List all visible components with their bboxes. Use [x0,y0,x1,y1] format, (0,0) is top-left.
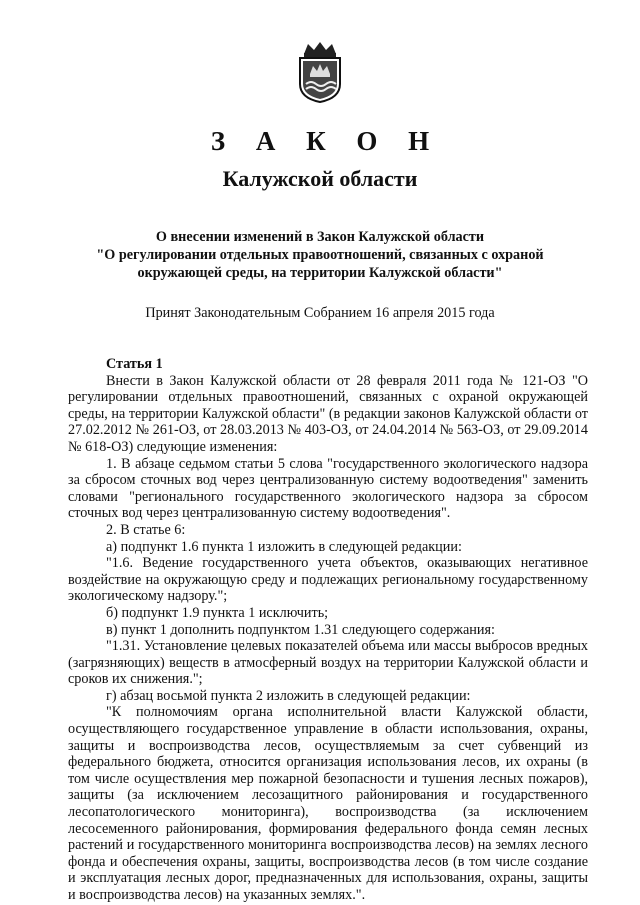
kaluga-coat-of-arms-icon [294,40,346,104]
article-body [68,356,588,904]
article-paragraph: 2. В статье 6: [106,521,186,538]
article-paragraph: а) подпункт 1.6 пункта 1 изложить в следующей редакции: [106,538,462,555]
article-paragraph: б) подпункт 1.9 пункта 1 исключить; [106,604,329,621]
article-paragraph: "К полномочиям органа исполнительной власти Калужской области, осуществляющего государственное управление в области использования, охраны, защиты и воспроизводства лесов, осуществляемым за счет субвенций из федерального бюджета, относится организация использования лесов, их охраны (в том числе осуществления мер пожарной безопасности и тушения лесных пожаров), защиты (за исключением лесозащитного районирования и государственного лесопатологического мониторинга), воспроизводства (за исключением лесосеменного районирования, формирования федерального фонда семян лесных растений и государственного мониторинга воспроизводства лесов) на землях лесного фонда и обеспечения охраны, защиты, воспроизводства лесов (в том числе создание и эксплуатация лесных дорог, предназначенных для использования, охраны, защиты и воспроизводства лесов) на указанных землях.". [68,704,588,903]
article-paragraph: г) абзац восьмой пункта 2 изложить в следующей редакции: [106,687,471,704]
article-heading: Статья 1 [106,356,163,372]
article-paragraph: в) пункт 1 дополнить подпунктом 1.31 следующего содержания: [106,621,495,638]
subject-line: окружающей среды, на территории Калужской области" [137,265,503,281]
document-title: З А К О Н [210,126,442,156]
subject-line: "О регулировании отдельных правоотношений, связанных с охраной [96,247,544,263]
document-region: Калужской области [222,166,418,191]
article-paragraph: Внести в Закон Калужской области от 28 февраля 2011 года № 121-ОЗ "О регулировании отдельных правоотношений, связанных с охраной окружающей среды, на территории Калужской области" (в редакции законов Калужской области от 27.02.2012 № 261-ОЗ, от 28.03.2013 № 403-ОЗ, от 24.04.2014 № 563-ОЗ, от 29.09.2014 № 618-ОЗ) следующие изменения: [68,372,588,455]
article-paragraph: "1.6. Ведение государственного учета объектов, оказывающих негативное воздействие на окружающую среду и подлежащих региональному государственному экологическому надзору."; [68,555,588,605]
article-paragraph: "1.31. Установление целевых показателей объема или массы выбросов вредных (загрязняющих) веществ в атмосферный воздух на территории Калужской области и сроков их снижения."; [68,638,588,688]
article-paragraph: 1. В абзаце седьмом статьи 5 слова "государственного экологического надзора за сбросом сточных вод через централизованную систему водоотведения" заменить словами "регионального государственного экологического надзора за сбросом сточных вод через централизованную систему водоотведения". [68,455,588,522]
law-subject [80,228,560,282]
subject-line: О внесении изменений в Закон Калужской области [155,229,485,245]
adoption-statement: Принят Законодательным Собранием 16 апреля 2015 года [145,305,495,321]
